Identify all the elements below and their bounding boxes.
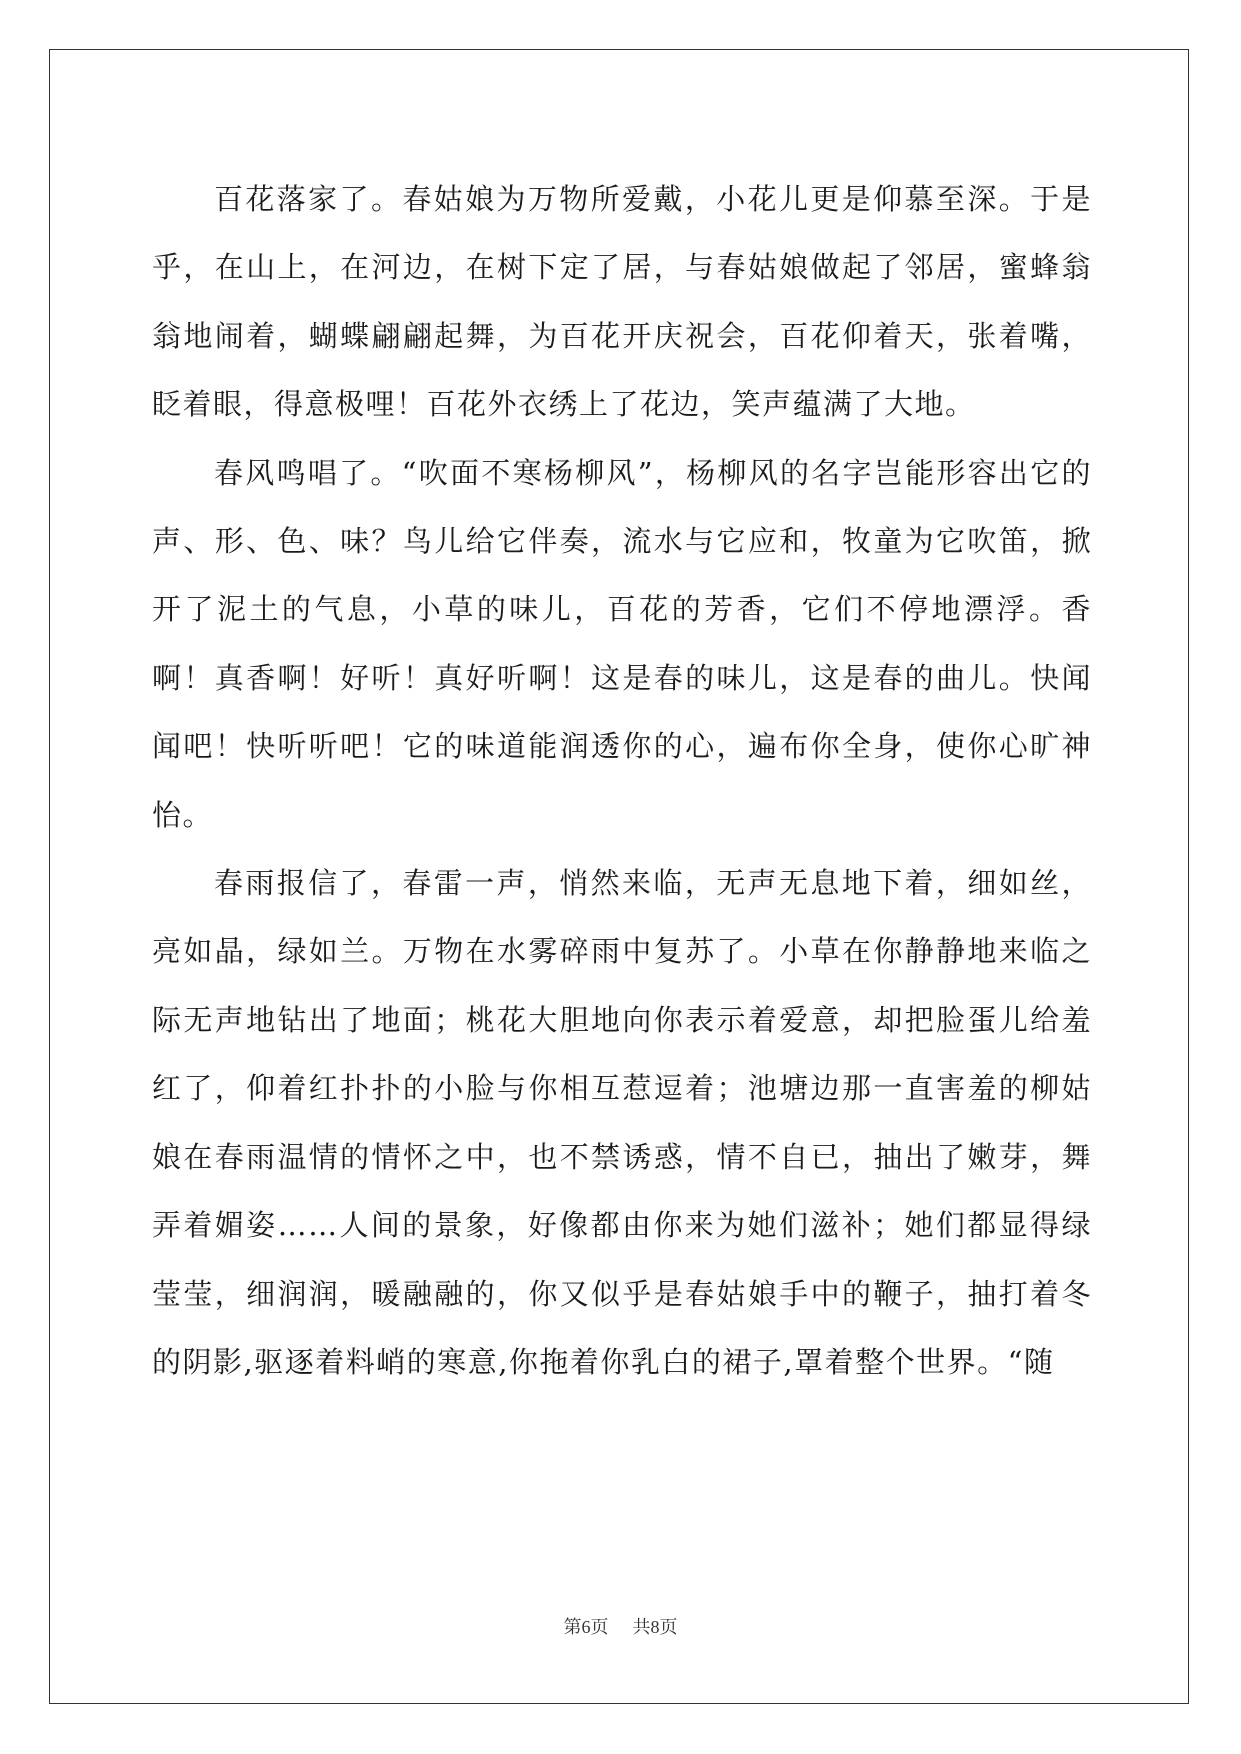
document-body xyxy=(152,165,1092,1396)
page-prefix: 第 xyxy=(563,1617,582,1638)
paragraph-spring-rain: 春雨报信了，春雷一声，悄然来临，无声无息地下着，细如丝，亮如晶，绿如兰。万物在水雾碎雨中复苏了。小草在你静静地来临之际无声地钻出了地面；桃花大胆地向你表示着爱意，却把脸蛋儿给羞红了，仰着红扑扑的小脸与你相互惹逗着；池塘边那一直害羞的柳姑娘在春雨温情的情怀之中，也不禁诱惑，情不自已，抽出了嫩芽，舞弄着媚姿……人间的景象，好像都由你来为她们滋补；她们都显得绿莹莹，细润润，暖融融的，你又似乎是春姑娘手中的鞭子，抽打着冬的阴影,驱逐着料峭的寒意,你拖着你乳白的裙子,罩着整个世界。“随 xyxy=(152,866,1092,1379)
page-unit: 页 xyxy=(590,1617,609,1638)
total-prefix: 共 xyxy=(632,1617,651,1638)
total-unit: 页 xyxy=(659,1617,678,1638)
page-current: 6 xyxy=(581,1617,591,1637)
paragraph-spring-wind: 春风鸣唱了。“吹面不寒杨柳风”，杨柳风的名字岂能形容出它的声、形、色、味？鸟儿给它伴奏，流水与它应和，牧童为它吹笛，掀开了泥土的气息，小草的味儿，百花的芳香，它们不停地漂浮。香啊！真香啊！好听！真好听啊！这是春的味儿，这是春的曲儿。快闻闻吧！快听听吧！它的味道能润透你的心，遍布你全身，使你心旷神怡。 xyxy=(152,455,1092,832)
page-footer xyxy=(0,1613,1241,1639)
paragraph-flowers: 百花落家了。春姑娘为万物所爱戴，小花儿更是仰慕至深。于是乎，在山上，在河边，在树下定了居，与春姑娘做起了邻居，蜜蜂翁翁地闹着，蝴蝶翩翩起舞，为百花开庆祝会，百花仰着天，张着嘴，眨着眼，得意极哩！百花外衣绣上了花边，笑声蕴满了大地。 xyxy=(152,182,1092,422)
page-total: 8 xyxy=(650,1617,660,1637)
